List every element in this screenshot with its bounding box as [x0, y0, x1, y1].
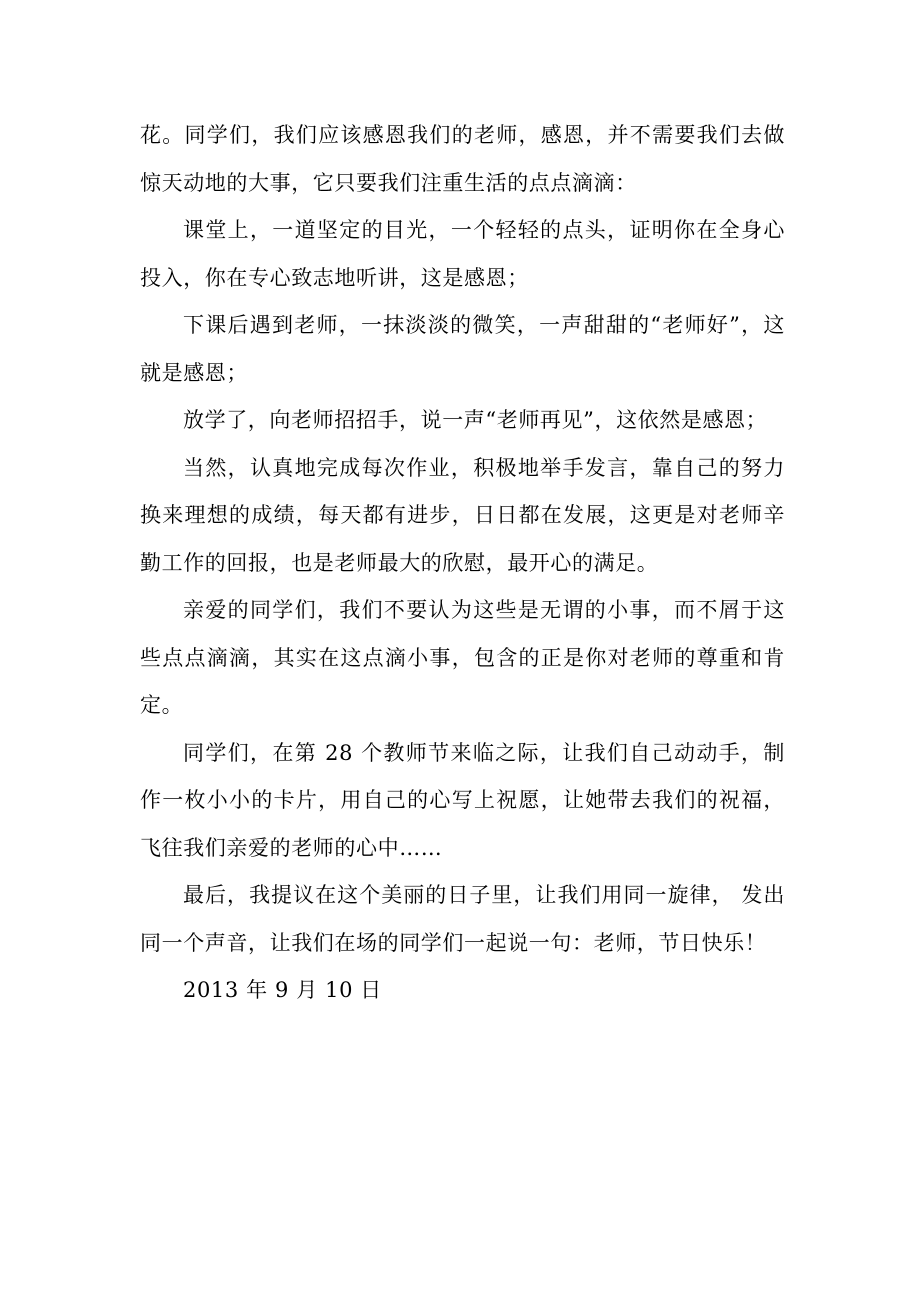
paragraph-closing: 最后，我提议在这个美丽的日子里，让我们用同一旋律， 发出同一个声音，让我们在场的同学们一起说一句：老师，节日快乐！ [140, 883, 785, 955]
paragraph-homework: 当然，认真地完成每次作业，积极地举手发言，靠自己的努力换来理想的成绩，每天都有进步，日日都在发展，这更是对老师辛勤工作的回报，也是老师最大的欣慰，最开心的满足。 [140, 455, 785, 575]
document-date: 2013 年 9 月 10 日 [183, 978, 382, 1002]
paragraph-classroom: 课堂上，一道坚定的目光，一个轻轻的点头，证明你在全身心投入，你在专心致志地听讲，这是感恩； [140, 218, 785, 290]
paragraph-continuation: 花。同学们，我们应该感恩我们的老师，感恩，并不需要我们去做惊天动地的大事，它只要我们注重生活的点点滴滴： [140, 123, 785, 195]
document-body [140, 112, 785, 1015]
paragraph-after-school: 放学了，向老师招招手，说一声“老师再见”，这依然是感恩； [183, 408, 768, 432]
paragraph-teachers-day: 同学们，在第 28 个教师节来临之际，让我们自己动动手，制作一枚小小的卡片，用自己的心写上祝愿，让她带去我们的祝福，飞往我们亲爱的老师的心中…… [140, 740, 785, 860]
paragraph-after-class: 下课后遇到老师，一抹淡淡的微笑，一声甜甜的“老师好”，这就是感恩； [140, 313, 785, 385]
paragraph-small-things: 亲爱的同学们，我们不要认为这些是无谓的小事，而不屑于这些点点滴滴，其实在这点滴小事，包含的正是你对老师的尊重和肯定。 [140, 598, 785, 717]
